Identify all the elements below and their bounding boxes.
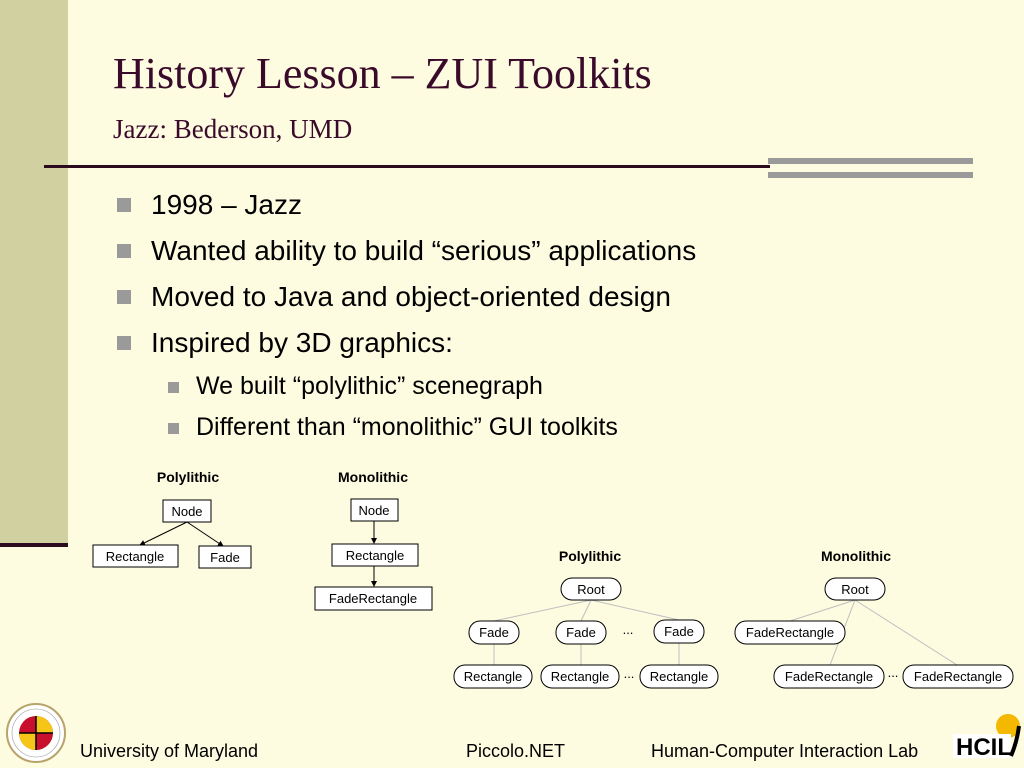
hcil-logo-text: HCIL xyxy=(956,734,1012,761)
bullet-text: Moved to Java and object-oriented design xyxy=(151,281,671,312)
edge xyxy=(187,522,223,546)
root-label: Root xyxy=(841,582,869,597)
fade-node xyxy=(556,621,606,644)
diagram-heading: Polylithic xyxy=(558,548,622,564)
left-polylithic-diagram xyxy=(93,469,251,568)
fade-label: Fade xyxy=(566,625,596,640)
fade-box xyxy=(199,546,251,568)
rectangle-label: Rectangle xyxy=(550,669,610,684)
umd-seal-logo xyxy=(5,702,67,764)
slide-title: History Lesson – ZUI Toolkits xyxy=(113,49,652,98)
root-label: Root xyxy=(577,582,605,597)
hcil-logo xyxy=(953,712,1023,764)
ellipsis: ... xyxy=(887,665,899,680)
fade-rectangle-label: FadeRectangle xyxy=(328,591,418,606)
bullet-text: Inspired by 3D graphics: xyxy=(151,327,453,358)
rectangle-node xyxy=(454,665,532,688)
rectangle-label: Rectangle xyxy=(463,669,523,684)
edge xyxy=(790,600,855,621)
diagram-heading: Monolithic xyxy=(338,469,408,485)
bullet-text: Wanted ability to build “serious” applications xyxy=(151,235,697,266)
rectangle-box xyxy=(332,544,418,566)
fade-rectangle-box xyxy=(315,587,432,610)
edge xyxy=(591,600,679,620)
bullet-text: 1998 – Jazz xyxy=(151,189,302,220)
fade-rectangle-label: FadeRectangle xyxy=(745,625,835,640)
rectangle-label: Rectangle xyxy=(345,548,405,563)
fade-rectangle-node xyxy=(903,665,1013,688)
fade-label: Fade xyxy=(210,550,240,565)
edge xyxy=(581,600,591,621)
sub-bullet-text: Different than “monolithic” GUI toolkits xyxy=(196,413,618,441)
node-box xyxy=(351,499,398,521)
left-monolithic-diagram xyxy=(315,469,432,610)
sub-bullet-text: We built “polylithic” scenegraph xyxy=(196,372,543,400)
fade-rectangle-label: FadeRectangle xyxy=(913,669,1003,684)
node-label: Node xyxy=(171,504,203,519)
fade-rectangle-label: FadeRectangle xyxy=(784,669,874,684)
diagram-heading: Polylithic xyxy=(156,469,220,485)
rectangle-box xyxy=(93,545,178,567)
fade-node xyxy=(469,621,519,644)
fade-label: Fade xyxy=(479,625,509,640)
edge xyxy=(140,522,187,545)
edge xyxy=(494,600,591,621)
fade-rectangle-node xyxy=(735,621,845,644)
footer-right: Human-Computer Interaction Lab xyxy=(651,741,919,761)
ellipsis: ... xyxy=(622,622,634,637)
rectangle-node xyxy=(640,665,718,688)
fade-node xyxy=(654,620,704,643)
root-node xyxy=(825,578,885,600)
rectangle-node xyxy=(541,665,619,688)
footer-center: Piccolo.NET xyxy=(466,741,566,761)
rectangle-label: Rectangle xyxy=(649,669,709,684)
node-box xyxy=(163,500,211,522)
node-label: Node xyxy=(358,503,390,518)
right-monolithic-diagram xyxy=(735,548,1013,688)
root-node xyxy=(561,578,621,600)
fade-rectangle-node xyxy=(774,665,884,688)
footer-left: University of Maryland xyxy=(80,741,259,761)
diagram-heading: Monolithic xyxy=(821,548,891,564)
fade-label: Fade xyxy=(664,624,694,639)
edge xyxy=(855,600,957,665)
ellipsis: ... xyxy=(623,666,635,681)
rectangle-label: Rectangle xyxy=(105,549,165,564)
right-polylithic-diagram xyxy=(454,548,718,688)
slide-subtitle: Jazz: Bederson, UMD xyxy=(113,114,353,144)
